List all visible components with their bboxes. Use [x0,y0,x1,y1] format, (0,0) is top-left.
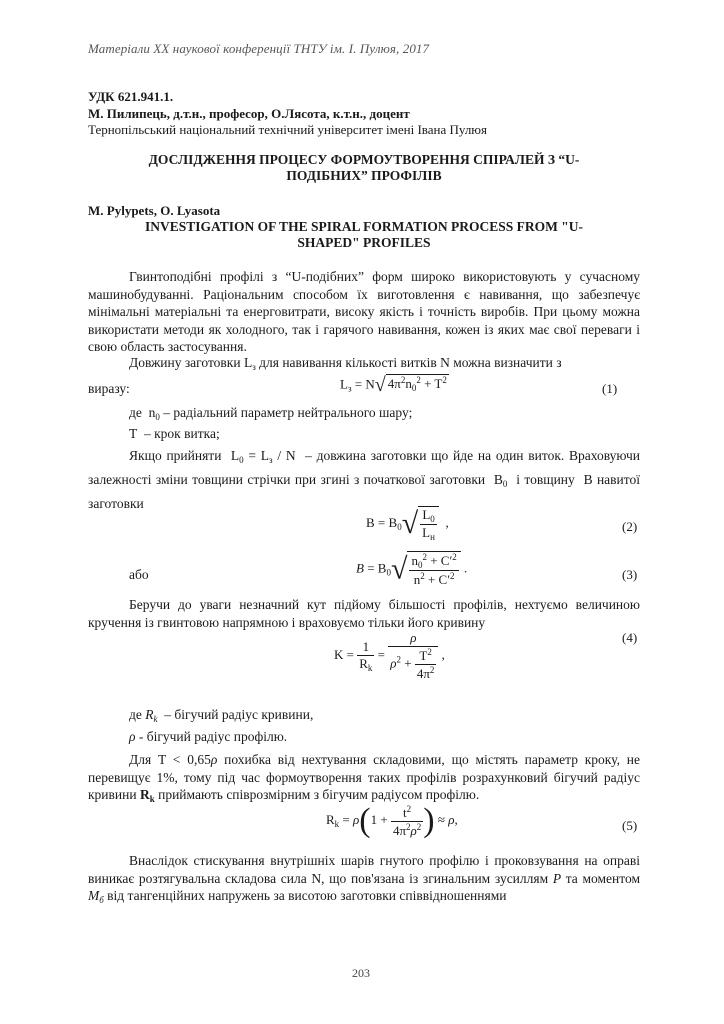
title-uk [88,152,640,184]
para5-text-a: Для T < 0,65 [129,752,211,767]
n0-description: – радіальний параметр нейтрального шару; [163,405,413,420]
title-en-line-2: SHAPED" PROFILES [297,235,431,250]
paragraph-force: Внаслідок стискування внутрішніх шарів гнутого профілю і проковзування на оправі виникає розтягувальна складова сила N, що пов'язана із згинальним зусиллям P та моментом $M_б$ від тангенційних напружень за висотою заготовки співвідношеннями [88,853,641,905]
equation-4: K = $\frac{1}{R_k}$ = ρ $\rho^2$ + $\frac{T^2}{4\pi^2}$ , [334,630,445,681]
t-definition: T – крок витка; [129,426,220,441]
paragraph-error: Для T < 0,65ρ похибка від нехтування складовими, що містять параметр кроку, не перевищує 1%, тому під час формоутворення таких профілів розрахунковий бігучий радіус кривини $R_k$ приймають співрозмірним з бігучим радіусом профілю. [88,752,640,804]
rho-definition: ρ - бігучий радіус профілю. [129,729,288,744]
university: Тернопільський національний технічний університет імені Івана Пулюя [88,122,487,137]
title-en [88,219,640,251]
equation-1: $L_з = N√$ $4\pi^2n_0^2 + T^2$ [340,374,447,396]
equation-2-number: (2) [622,519,638,534]
para3-text-f: навитої заготовки [88,472,640,511]
udk-code: УДК 621.941.1. [88,89,174,104]
viraz-label: виразу: [88,381,130,396]
equation-4-number: (4) [622,630,638,645]
para6-text-b: та моментом [565,870,641,886]
n0-definition: де $n_0$ – радіальний параметр нейтрального шару; [129,405,413,422]
para6-text-a: Внаслідок стискування внутрішніх шарів гнутого профілю і проковзування на оправі виникає розтягувальна складова сила N, що пов'язана із згинальним зусиллям [88,853,640,886]
para6-text-c: від тангенційних напружень за висотою заготовки співвідношеннями [107,888,507,903]
para3-text-b: – довжина заготовки що йде на один виток. [305,448,565,463]
title-en-line-1: INVESTIGATION OF THE SPIRAL FORMATION PROCESS FROM "U- [145,219,583,234]
equation-3: $B = B_0√$ $\frac{n_0^2 + C'^2}{n^2 + C'^2}$ . [356,552,468,587]
para5-text-c: приймають співрозмірним з бігучим радіусом профілю. [158,787,480,802]
rk-description: – бігучий радіус кривини, [164,707,314,722]
abo-label: або [129,567,149,582]
para2-text-a: Довжину заготовки [129,355,241,370]
authors-en: M. Pylypets, O. Lyasota [88,203,221,218]
para3-text-e: товщину [524,472,575,487]
title-uk-line-1: ДОСЛІДЖЕННЯ ПРОЦЕСУ ФОРМОУТВОРЕННЯ СПІРАЛЕЙ З “U- [148,152,580,167]
paragraph-assume: Якщо прийняти $L_0 = L_з / N$ – довжина заготовки що йде на один виток. Враховуючи залежності зміни товщини стрічки при згині з початкової заготовки $B_0$ і товщину B навитої заготовки [88,448,640,511]
paragraph-curvature: Беручи до уваги незначний кут підйому більшості профілів, нехтуємо величиною кручення із гвинтовою напрямною і враховуємо тільки його кривину [88,597,640,630]
paragraph-length: Довжину заготовки $L_з$ для навивання кількості витків N можна визначити з [129,355,562,372]
equation-5: $R_k = \rho(1$ + $\frac{t^2}{4\pi^2\rho^2}$ ) ≈ ρ, [326,802,458,839]
t-description: – крок витка; [144,426,220,441]
page-number: 203 [352,966,370,980]
para5-text-b: похибка від нехтування складовими, що містять параметр кроку, не перевищує 1%, тому під час формоутворення таких профілів розрахунковий бігучий радіус кривини [88,752,640,802]
title-uk-line-2: ПОДІБНИХ” ПРОФІЛІВ [286,168,442,183]
de-label-1: де [129,405,142,420]
de-label-2: де [129,707,142,722]
conference-header: Матеріали XX наукової конференції ТНТУ ім. І. Пулюя, 2017 [88,41,430,56]
para3-text-a: Якщо прийняти [129,448,222,463]
equation-3-number: (3) [622,567,638,582]
rho-description: - бігучий радіус профілю. [138,729,288,744]
paragraph-intro: Гвинтоподібні профілі з “U-подібних” форм широко використовують у сучасному машинобудуванні. Раціональним способом їх виготовлення є навивання, що забезпечує мінімальні матеріальні та енерговитрати, високу якість і точність виробів. При цьому можна використати методи як холодного, так і гарячого навивання, кожен із яких має свої переваги і свою область застосування. [88,269,640,354]
rk-definition: де $R_k$ – бігучий радіус кривини, [129,707,314,724]
authors-uk: М. Пилипець, д.т.н., професор, О.Лясота, к.т.н., доцент [88,106,410,121]
equation-2: $B = B_0√$ $\frac{L_0}{L_н}$ , [366,507,449,542]
para2-text-b: для навивання кількості витків N можна визначити з [259,355,562,370]
equation-5-number: (5) [622,818,638,833]
para3-text-c: Враховуючи залежності зміни товщини стрічки при згині з початкової заготовки [88,448,640,487]
para3-text-d: і [516,472,520,487]
equation-1-number: (1) [602,381,618,396]
